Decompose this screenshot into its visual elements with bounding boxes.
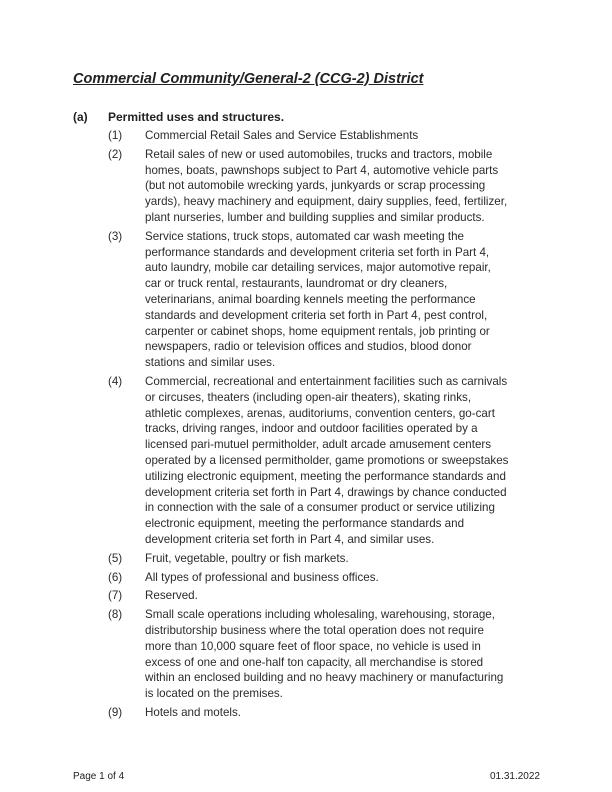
item-text-line: Commercial, recreational and entertainment facilities such as carnivals (145, 374, 508, 388)
item-text-line: operated by a licensed permitholder, game promotions or sweepstakes (145, 453, 509, 467)
item-text-line: Reserved. (145, 589, 198, 603)
item-text-line: stations and similar uses. (145, 356, 276, 370)
item-text-line: more than 10,000 square feet of floor space, no vehicle is used in (145, 639, 481, 653)
item-text-line: newspapers, radio or television offices and studios, blood donor (145, 340, 472, 354)
item-text-line: car or truck rental, restaurants, laundromat or dry cleaners, (145, 277, 448, 291)
item-text-line: Small scale operations including wholesaling, warehousing, storage, (145, 608, 495, 622)
list-item (108, 588, 548, 604)
item-text-line: plant nurseries, lumber and building supplies and similar products. (145, 210, 485, 224)
item-text-line: utilizing electronic equipment, meeting the performance standards and (145, 469, 506, 483)
item-text-line: (but not automobile wrecking yards, junkyards or scrap processing (145, 179, 486, 193)
item-text-line: yards), heavy machinery and equipment, dairy supplies, feed, fertilizer, (145, 195, 508, 209)
list-item (108, 607, 548, 702)
list-item (108, 570, 548, 586)
item-text-line: development criteria set forth in Part 4, drawings by chance conducted (145, 485, 507, 499)
item-text-line: All types of professional and business offices. (145, 570, 379, 584)
list-item (108, 551, 548, 567)
item-text-line: excess of one and one-half ton capacity, all merchandise is stored (145, 655, 484, 669)
list-item (108, 705, 548, 721)
item-number: (1) (108, 129, 123, 142)
section-label: (a) (73, 110, 88, 124)
item-text-line: or circuses, theaters (including open-air theaters), skating rinks, (145, 390, 472, 404)
item-text-line: distributorship business where the total operation does not require (145, 623, 484, 637)
list-item (108, 147, 548, 226)
item-number: (4) (108, 374, 123, 388)
item-text-line: Hotels and motels. (145, 705, 242, 719)
item-number: (5) (108, 551, 123, 565)
item-text-line: Service stations, truck stops, automated car wash meeting the (145, 229, 464, 243)
item-number: (3) (108, 229, 123, 243)
permitted-uses-list (108, 128, 548, 724)
item-text-line: performance standards and development criteria set forth in Part 4, (145, 245, 490, 259)
list-item (108, 374, 548, 548)
list-item (108, 229, 548, 371)
item-number: (7) (108, 589, 123, 603)
item-text-line: veterinarians, animal boarding kennels meeting the performance (145, 292, 476, 306)
item-text-line: carpenter or cabinet shops, home equipment rentals, job printing or (145, 324, 490, 338)
item-text-line: Retail sales of new or used automobiles, trucks and tractors, mobile (145, 147, 493, 161)
page-number: Page 1 of 4 (73, 771, 125, 782)
document-date: 01.31.2022 (489, 771, 540, 782)
item-text-line: athletic complexes, arenas, auditoriums, convention centers, go-cart (145, 406, 495, 420)
item-number: (9) (108, 705, 123, 719)
section-heading: Permitted uses and structures. (108, 110, 285, 124)
item-number: (2) (108, 147, 123, 161)
item-text-line: homes, boats, pawnshops subject to Part 4, automotive vehicle parts (145, 163, 499, 177)
item-text-line: is located on the premises. (145, 687, 283, 701)
item-number: (8) (108, 608, 123, 622)
item-number: (6) (108, 570, 123, 584)
list-item (108, 128, 548, 144)
item-text-line: Commercial Retail Sales and Service Establishments (145, 129, 419, 142)
item-text-line: standards and development criteria set forth in Part 4, pest control, (145, 308, 488, 322)
document-title: Commercial Community/General-2 (CCG-2) District (73, 71, 424, 87)
item-text-line: within an enclosed building and no heavy machinery or manufacturing (145, 671, 504, 685)
item-text-line: tracks, driving ranges, indoor and outdoor facilities operated by a (145, 422, 478, 436)
item-text-line: auto laundry, mobile car detailing services, major automotive repair, (145, 261, 491, 275)
item-text-line: in connection with the sale of a consumer product or service utilizing (145, 501, 495, 515)
item-text-line: electronic equipment, meeting the performance standards and (145, 517, 465, 531)
item-text-line: licensed pari-mutuel permitholder, adult arcade amusement centers (145, 438, 492, 452)
item-text-line: Fruit, vegetable, poultry or fish markets. (145, 551, 349, 565)
item-text-line: development criteria set forth in Part 4, and similar uses. (145, 532, 435, 546)
